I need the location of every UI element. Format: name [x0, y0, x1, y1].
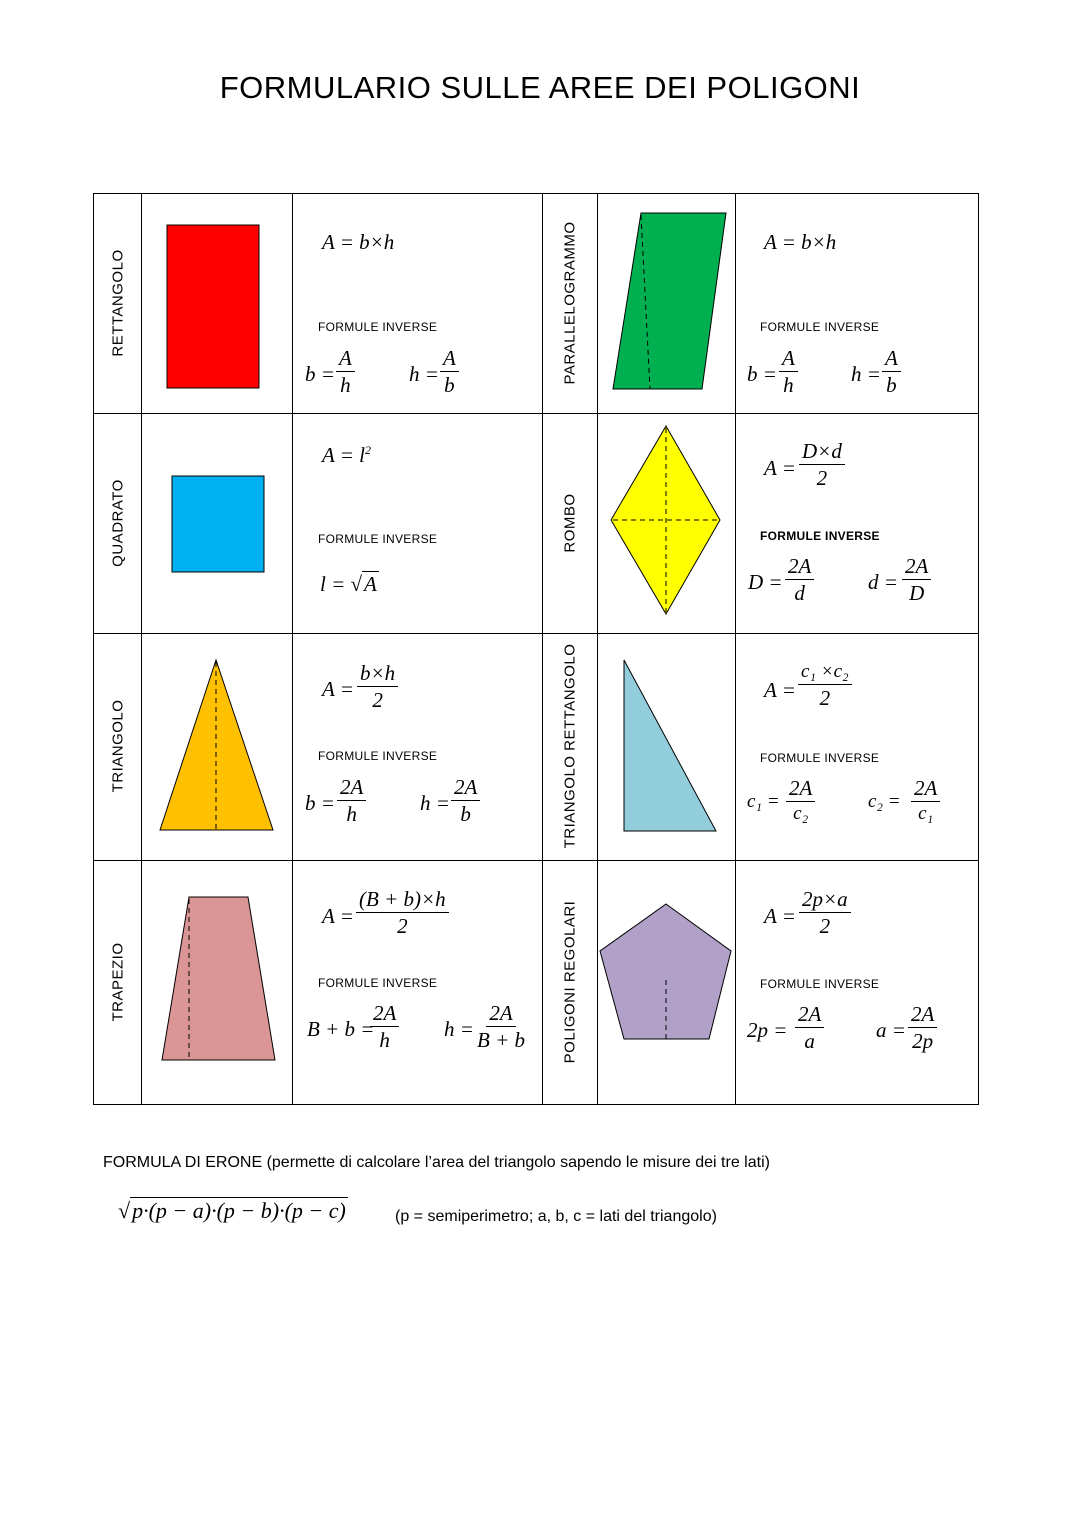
numerator: A [440, 347, 459, 372]
erone-formula [118, 1198, 348, 1224]
erone-title: FORMULA DI ERONE (permette di calcolare l’area del triangolo sapendo le misure dei tre lati) [103, 1154, 770, 1171]
poligoni-inv2-fraction [908, 1003, 937, 1052]
rombo-area-lhs: A = [764, 456, 796, 480]
triangolo-inv1-lhs: b = [305, 791, 335, 815]
numerator: 2A [795, 1003, 824, 1028]
poligoni-inv1-fraction [795, 1003, 824, 1052]
numerator: A [336, 347, 355, 372]
numerator: (B + b)×h [356, 888, 449, 913]
denominator: b [886, 373, 897, 398]
trapezio-inv2-lhs: h = [444, 1017, 474, 1041]
denominator: 2 [372, 688, 383, 713]
rettangolo-inv2-lhs: h = [409, 362, 439, 386]
denominator: 2p [912, 1029, 934, 1054]
page-title: FORMULARIO SULLE AREE DEI POLIGONI [219, 70, 861, 105]
label-trapezio: TRAPEZIO [109, 942, 127, 1022]
denominator: h [379, 1028, 390, 1053]
rettangolo-inv1-fraction [336, 347, 355, 396]
denominator: D [909, 581, 925, 606]
quadrato-area-formula [322, 443, 371, 468]
parallelogram-figure [613, 213, 726, 389]
triangolo-rettangolo-area-lhs: A = [764, 678, 796, 702]
poligoni-area-fraction [799, 888, 851, 937]
rettangolo-inv2-fraction [440, 347, 459, 396]
denominator: 2 [397, 914, 408, 939]
numerator: 2A [785, 555, 814, 580]
formule-inverse-heading: FORMULE INVERSE [318, 320, 438, 334]
label-triangolo-rettangolo: TRIANGOLO RETTANGOLO [561, 643, 579, 849]
numerator: 2A [786, 777, 815, 802]
exponent: 2 [364, 443, 371, 457]
rombo-inv1-lhs: D = [748, 570, 783, 594]
trapezio-area-fraction [356, 888, 449, 937]
triangolo-rettangolo-inv2-lhs: c₂ = [868, 791, 901, 812]
rombo-inv2-lhs: d = [868, 570, 898, 594]
trapezio-area-lhs: A = [322, 904, 354, 928]
erone-note: (p = semiperimetro; a, b, c = lati del triangolo) [395, 1208, 717, 1225]
poligoni-area-lhs: A = [764, 904, 796, 928]
label-rombo: ROMBO [561, 493, 579, 553]
denominator: c₂ [793, 803, 809, 825]
rombo-area-fraction [799, 440, 845, 489]
triangolo-rettangolo-inv2-fraction [911, 777, 940, 824]
label-poligoni-regolari: POLIGONI REGOLARI [561, 900, 579, 1064]
denominator: 2 [819, 685, 831, 710]
numerator: 2A [908, 1003, 937, 1028]
numerator: A [882, 347, 901, 372]
trapezio-inv1-lhs: B + b = [307, 1017, 375, 1041]
parallelogrammo-area-formula: A = b×h [764, 230, 837, 254]
denominator: 2 [816, 466, 828, 491]
rettangolo-area-formula: A = b×h [322, 230, 395, 254]
triangolo-area-fraction [357, 662, 398, 711]
triangolo-rettangolo-area-fraction [798, 662, 852, 709]
triangolo-inv1-fraction [337, 776, 366, 825]
rettangolo-inv1-lhs: b = [305, 362, 335, 386]
parallelogrammo-inv2-lhs: h = [851, 362, 881, 386]
numerator: 2A [902, 555, 931, 580]
quadrato-inv-formula [320, 572, 379, 597]
formula-base: A = l [322, 443, 365, 467]
numerator: 2p×a [799, 888, 851, 913]
numerator: b×h [357, 662, 398, 687]
rombo-inv1-fraction [785, 555, 814, 604]
triangolo-area-lhs: A = [322, 677, 354, 701]
rombo-inv2-fraction [902, 555, 931, 604]
numerator: 2A [337, 776, 366, 801]
triangolo-inv2-lhs: h = [420, 791, 450, 815]
numerator: 2A [911, 777, 940, 802]
trapezio-inv2-fraction [477, 1002, 525, 1051]
label-rettangolo: RETTANGOLO [109, 249, 127, 357]
parallelogrammo-inv1-fraction [779, 347, 798, 396]
label-quadrato: QUADRATO [109, 479, 127, 567]
formule-inverse-heading: FORMULE INVERSE [760, 977, 880, 991]
parallelogrammo-inv2-fraction [882, 347, 901, 396]
poligoni-inv2-lhs: a = [876, 1018, 906, 1042]
denominator: h [340, 373, 351, 398]
numerator: 2A [486, 1002, 515, 1027]
formule-inverse-heading: FORMULE INVERSE [760, 320, 880, 334]
denominator: a [804, 1029, 815, 1054]
formule-inverse-heading: FORMULE INVERSE [760, 529, 880, 543]
numerator: 2A [370, 1002, 399, 1027]
trapezio-inv1-fraction [370, 1002, 399, 1051]
numerator: D×d [799, 440, 845, 465]
triangolo-rettangolo-inv1-fraction [786, 777, 815, 824]
denominator: b [444, 373, 455, 398]
denominator: 2 [819, 914, 831, 939]
radicand: A [364, 572, 377, 596]
trapezoid-figure [162, 897, 275, 1060]
numerator: A [779, 347, 798, 372]
denominator: c₁ [918, 803, 934, 825]
denominator: h [346, 802, 357, 827]
formule-inverse-heading: FORMULE INVERSE [318, 976, 438, 990]
denominator: h [783, 373, 794, 398]
denominator: b [460, 802, 471, 827]
sqrt-icon: √ [118, 1198, 131, 1223]
numerator: 2A [451, 776, 480, 801]
denominator: B + b [477, 1028, 525, 1053]
square-figure [172, 476, 264, 572]
numerator: c₁ ×c₂ [798, 662, 852, 685]
formule-inverse-heading: FORMULE INVERSE [318, 532, 438, 546]
formule-inverse-heading: FORMULE INVERSE [318, 749, 438, 763]
erone-radicand: p·(p − a)·(p − b)·(p − c) [132, 1198, 346, 1223]
formule-inverse-heading: FORMULE INVERSE [760, 751, 880, 765]
triangolo-inv2-fraction [451, 776, 480, 825]
triangolo-rettangolo-inv1-lhs: c₁ = [747, 791, 780, 812]
parallelogrammo-inv1-lhs: b = [747, 362, 777, 386]
inv-lhs: l = √ [320, 572, 363, 596]
poligoni-inv1-lhs: 2p = [747, 1018, 788, 1042]
denominator: d [794, 581, 805, 606]
right-triangle-figure [624, 660, 716, 831]
label-parallelogrammo: PARALLELOGRAMMO [561, 221, 579, 385]
label-triangolo: TRIANGOLO [109, 699, 127, 793]
rectangle-figure [167, 225, 259, 388]
